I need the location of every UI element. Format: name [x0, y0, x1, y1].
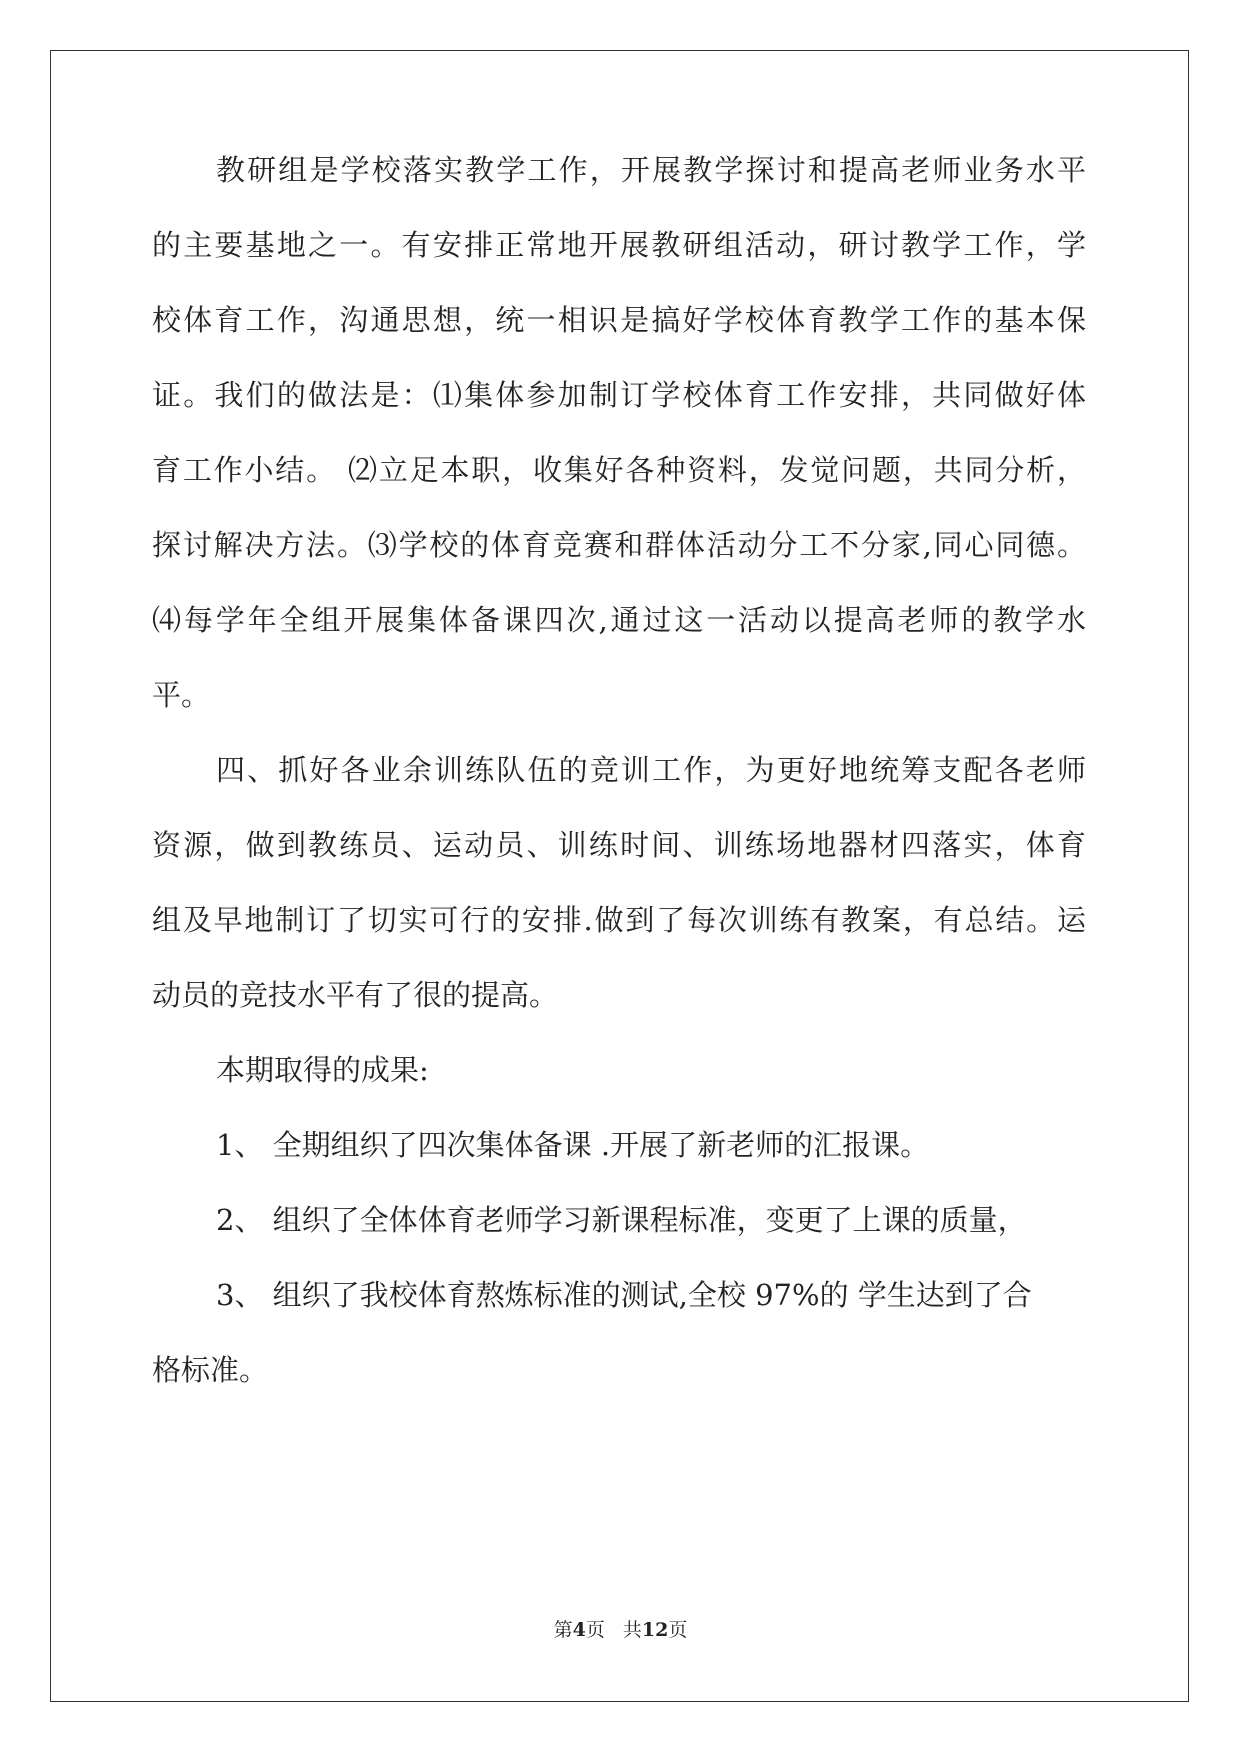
text-line: 校体育工作，沟通思想，统一相识是搞好学校体育教学工作的基本保 — [152, 303, 1086, 337]
text-line: 资源，做到教练员、运动员、训练时间、训练场地器材四落实，体育 — [152, 828, 1086, 862]
footer-prefix: 第 — [553, 1619, 573, 1641]
footer-page-label: 页 — [585, 1619, 605, 1641]
text-line: 格标准。 — [152, 1353, 269, 1387]
text-line: 证。我们的做法是：⑴集体参加制订学校体育工作安排，共同做好体 — [152, 378, 1086, 412]
text-line: 组及早地制订了切实可行的安排.做到了每次训练有教案，有总结。运 — [152, 903, 1086, 937]
footer-total-prefix: 共 — [622, 1619, 642, 1641]
list-item: 3、 组织了我校体育熬炼标准的测试,全校 97%的 学生达到了合 — [216, 1278, 1032, 1312]
page-footer — [0, 1618, 1241, 1642]
section-heading: 本期取得的成果: — [216, 1053, 429, 1087]
text-line: 平。 — [152, 678, 211, 712]
page-border — [50, 50, 1189, 1702]
text-line: 四、抓好各业余训练队伍的竞训工作，为更好地统筹支配各老师 — [216, 753, 1086, 787]
total-page-count: 12 — [641, 1619, 669, 1641]
text-line: 育工作小结。 ⑵立足本职，收集好各种资料，发觉问题，共同分析， — [152, 453, 1086, 487]
text-line: 的主要基地之一。有安排正常地开展教研组活动，研讨教学工作，学 — [152, 228, 1086, 262]
list-item: 2、 组织了全体体育老师学习新课程标准，变更了上课的质量， — [216, 1203, 1027, 1237]
footer-suffix: 页 — [668, 1619, 688, 1641]
list-item: 1、 全期组织了四次集体备课 .开展了新老师的汇报课。 — [216, 1128, 930, 1162]
text-line: ⑷每学年全组开展集体备课四次,通过这一活动以提高老师的教学水 — [152, 603, 1086, 637]
current-page-number: 4 — [572, 1619, 586, 1641]
text-line: 探讨解决方法。⑶学校的体育竞赛和群体活动分工不分家,同心同德。 — [152, 528, 1086, 562]
text-line: 教研组是学校落实教学工作，开展教学探讨和提高老师业务水平 — [216, 153, 1086, 187]
text-line: 动员的竞技水平有了很的提高。 — [152, 978, 559, 1012]
